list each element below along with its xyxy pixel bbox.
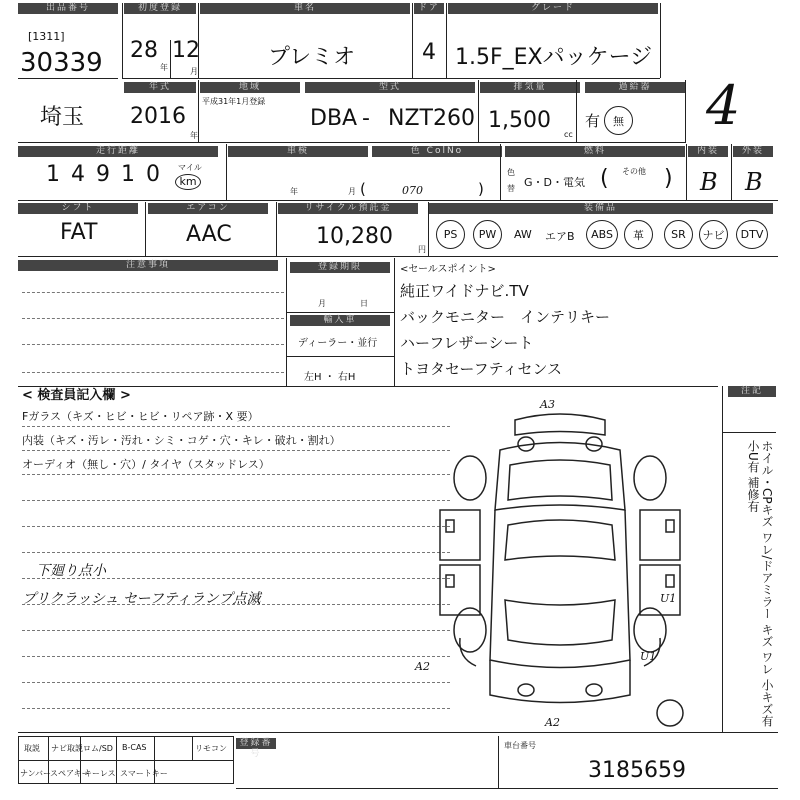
header-reg: 初度登録 (124, 3, 196, 14)
displacement: 1,500 (488, 108, 551, 133)
turbo-yes: 有 (585, 112, 601, 130)
label-rom-sd: ロム/SD (83, 744, 113, 753)
header-recycle: リサイクル預託金 (278, 203, 418, 214)
header-cc: 排気量 (480, 82, 580, 93)
lot-code: [1311] (28, 30, 65, 43)
handwritten-note-2: プリクラッシュ セーフティランプ点滅 (22, 591, 261, 607)
right-vertical-note: ホイル・CPキズ ワレ/ドアミラー キズ ワレ 小キズ有 小U有 補修有 (746, 440, 774, 727)
transmission: FAT (60, 220, 98, 245)
year-unit: 年 (160, 63, 168, 72)
inspector-line-2: 内装（キズ・汚レ・汚れ・シミ・コゲ・穴・キレ・破れ・割れ） (22, 434, 341, 447)
color-code: 070 (402, 184, 423, 197)
header-trans: シフト (18, 203, 138, 214)
mark-u1-side: U1 (660, 592, 677, 605)
regdate-day: 日 (360, 299, 368, 308)
header-grade: グレード (448, 3, 658, 14)
handwritten-note-1: 下廻り点小 (36, 563, 106, 579)
steering: 左H ・ 右H (304, 372, 356, 383)
equip-navi: ナビ (699, 220, 728, 249)
equip-abs: ABS (586, 220, 618, 249)
fuel-options: G・D・電気 (524, 176, 585, 189)
model-code: NZT260 (388, 106, 475, 131)
lot-number: 30339 (20, 48, 103, 78)
label-navi-manual: ナビ取説 (51, 744, 83, 753)
import-type: ディーラー・並行 (298, 338, 378, 349)
sales-point-1: 純正ワイドナビ.TV (400, 282, 529, 300)
equip-dtv: DTV (736, 220, 768, 249)
label-spare-key: スペアキー (50, 769, 90, 778)
mileage-km: km (175, 174, 201, 190)
header-doors: ドア (414, 3, 444, 14)
mileage-mile: マイル (178, 163, 202, 172)
chassis-label: 車台番号 (504, 741, 536, 750)
equip-pw: PW (473, 220, 502, 249)
equip-sr: SR (664, 220, 693, 249)
score: 4 (706, 74, 741, 137)
sales-point-3: ハーフレザーシート (400, 334, 534, 352)
header-model: 型式 (305, 82, 475, 93)
header-import: 輸入車 (290, 315, 390, 326)
header-interior: 内装 (688, 146, 728, 157)
displacement-unit: cc (564, 130, 573, 139)
model-prefix: DBA (310, 106, 358, 131)
mark-a2-left: A2 (415, 660, 430, 673)
month-unit: 月 (190, 67, 198, 76)
recycle-unit: 円 (418, 245, 426, 254)
model-year: 2016 (130, 104, 186, 129)
header-shaken: 車検 (228, 146, 368, 157)
shaken-year: 年 (290, 187, 298, 196)
equip-leather: 革 (624, 220, 653, 249)
region: 埼玉 (40, 105, 85, 130)
header-carname: 車名 (200, 3, 410, 14)
color-label-bottom: 替 (507, 184, 515, 193)
header-mileage: 走行距離 (18, 146, 218, 157)
header-exterior: 外装 (733, 146, 773, 157)
aircon: AAC (186, 222, 232, 247)
doors: 4 (422, 40, 436, 65)
equip-airbag: エアB (545, 230, 575, 243)
model-dash: - (362, 106, 370, 131)
exterior-score: B (745, 168, 763, 196)
turbo-no-circle: 無 (604, 106, 633, 135)
interior-score: B (700, 168, 718, 196)
header-color: 色 ColNo (372, 146, 502, 157)
header-year: 年式 (124, 82, 196, 93)
mark-a2-bottom: A2 (545, 716, 560, 729)
header-equip: 装備品 (428, 203, 773, 214)
car-diagram (430, 400, 700, 730)
color-label-top: 色 (507, 168, 515, 177)
recycle-value: 10,280 (316, 224, 393, 249)
header-fuel: 燃料 (505, 146, 685, 157)
mileage-digits: 14910 (46, 162, 171, 187)
label-bcas: B-CAS (122, 743, 147, 752)
label-keyless: キーレス (84, 769, 116, 778)
reg-year: 28 (130, 38, 158, 63)
mark-a3: A3 (540, 398, 555, 411)
header-notes: 注意事項 (18, 260, 278, 271)
header-reg-no: 登録番号 (236, 738, 276, 749)
first-reg-note: 平成31年1月登録 (202, 97, 266, 106)
sales-point-4: トヨタセーフティセンス (400, 360, 563, 378)
label-remote: リモコン (195, 744, 227, 753)
fuel-paren-open: ( (600, 166, 609, 191)
label-manual: 取説 (24, 744, 40, 753)
header-lot: 出品番号 (18, 3, 118, 14)
sales-point-2: バックモニター インテリキー (400, 308, 611, 326)
reg-month: 12 (172, 38, 200, 63)
label-smart-key: スマートキー (120, 769, 168, 778)
inspector-title: < 検査員記入欄 > (22, 388, 131, 403)
color-paren-close: ) (478, 180, 484, 198)
grade: 1.5F_EXパッケージ (455, 45, 653, 70)
color-paren-open: ( (360, 180, 366, 198)
header-region: 地域 (200, 82, 300, 93)
inspector-line-3: オーディオ（無し・穴）/ タイヤ（スタッドレス） (22, 458, 270, 471)
shaken-month: 月 (348, 187, 356, 196)
car-name: プレミオ (268, 45, 356, 70)
fuel-other: その他 (622, 167, 646, 176)
regdate-month: 月 (318, 299, 326, 308)
fuel-paren-close: ) (664, 166, 673, 191)
mark-u1-rear: U1 (640, 650, 657, 663)
header-regdate: 登録期限 (290, 262, 390, 273)
header-aircon: エアコン (148, 203, 268, 214)
equip-aw: AW (514, 228, 532, 241)
chassis-number: 3185659 (588, 758, 686, 783)
label-number: ナンバー (20, 769, 52, 778)
model-year-unit: 年 (190, 131, 198, 140)
header-right-note: 注記 (728, 386, 776, 397)
sales-points-title: <セールスポイント> (400, 264, 496, 275)
inspector-line-1: Fガラス（キズ・ヒビ・ヒビ・リペア跡・X 要） (22, 410, 259, 423)
equip-ps: PS (436, 220, 465, 249)
header-turbo: 過給器 (585, 82, 685, 93)
